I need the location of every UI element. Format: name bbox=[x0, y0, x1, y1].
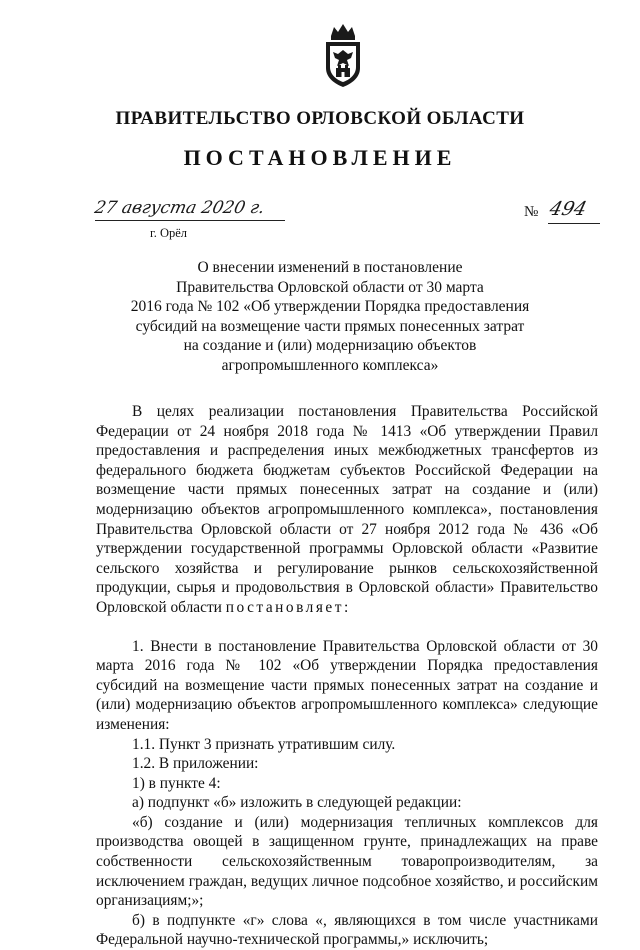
preamble-paragraph bbox=[96, 402, 598, 618]
subject-line: агропромышленного комплекса» bbox=[221, 356, 439, 374]
organization-title: ПРАВИТЕЛЬСТВО ОРЛОВСКОЙ ОБЛАСТИ bbox=[115, 108, 525, 129]
document-subject bbox=[120, 258, 540, 375]
orel-region-coat-of-arms-icon bbox=[321, 22, 365, 88]
item-1-2: 1.2. В приложении: bbox=[132, 755, 259, 773]
subject-line: на создание и (или) модернизацию объектов bbox=[183, 337, 477, 354]
paragraph-gap bbox=[96, 618, 598, 637]
document-body bbox=[96, 402, 598, 950]
document-date bbox=[92, 198, 295, 224]
number-underline bbox=[548, 223, 600, 224]
preamble-text: В целях реализации постановления Правительства Российской Федерации от 24 ноября 2018 года № 1413 «Об утверждении Правил предоставления и распределения иных межбюджетных трансфертов из федерального бюджета бюджетам субъектов Российской Федерации на возмещение части прямых понесенных затрат на создание и (или) модернизацию объектов агропромышленного комплекса», постановления Правительства Орловской области от 27 ноября 2012 года № 436 «Об утверждении государственной программы Орловской области «Развитие сельского хозяйства и регулирование рынков сельскохозяйственной продукции, сырья и продовольствия в Орловской области» Правительство Орловской области bbox=[96, 403, 598, 616]
subject-line: Правительства Орловской области от 30 марта bbox=[176, 278, 484, 296]
subject-line: О внесении изменений в постановление bbox=[197, 259, 463, 276]
date-underline bbox=[95, 220, 285, 221]
subject-line: 2016 года № 102 «Об утверждении Порядка предоставления bbox=[130, 298, 530, 315]
number-sign: № bbox=[524, 204, 539, 220]
subitem-a: а) подпункт «б» изложить в следующей редакции: bbox=[132, 794, 462, 812]
subitem-1: 1) в пункте 4: bbox=[132, 774, 221, 792]
handwritten-number: 494 bbox=[547, 198, 590, 220]
document-type-title: ПОСТАНОВЛЕНИЕ bbox=[183, 145, 457, 170]
item-1-1: 1.1. Пункт 3 признать утратившим силу. bbox=[132, 735, 396, 753]
subject-line: субсидий на возмещение части прямых понесенных затрат bbox=[135, 317, 525, 335]
document-number bbox=[524, 200, 604, 226]
handwritten-date: 27 августа 2020 г. bbox=[92, 198, 267, 218]
preamble-end: : bbox=[344, 598, 349, 616]
subitem-b: б) в подпункте «г» слова «, являющихся в том числе участниками Федеральной научно-технической программы,» исключить; bbox=[96, 911, 598, 949]
quoted-subitem-b: «б) создание и (или) модернизация тепличных комплексов для производства овощей в защищенном грунте, принадлежащих на праве собственности сельскохозяйственным товаропроизводителям, за исключением граждан, ведущих личное подсобное хозяйство, и российским организациям;»; bbox=[96, 813, 598, 910]
item-1: 1. Внести в постановление Правительства Орловской области от 30 марта 2016 года № 102 «Об утверждении Порядка предоставления субсидий на возмещение части прямых понесенных затрат на создание и (или) модернизацию объектов агропромышленного комплекса» следующие изменения: bbox=[96, 637, 598, 733]
document-place: г. Орёл bbox=[150, 226, 188, 240]
decree-word: постановляет bbox=[225, 598, 344, 616]
